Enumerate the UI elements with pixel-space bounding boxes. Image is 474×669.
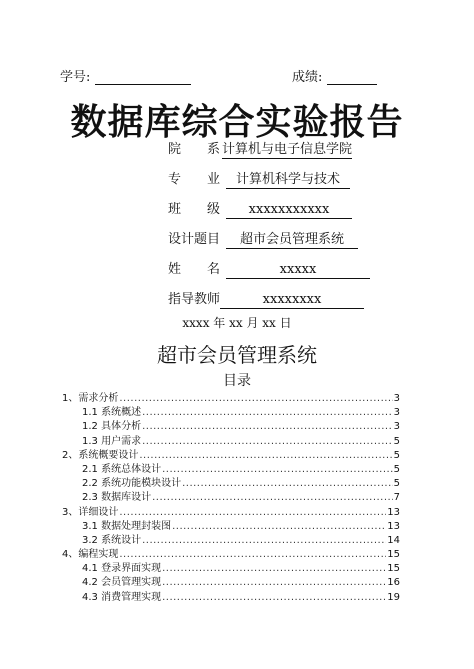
score-label: 成绩:	[292, 70, 323, 85]
toc-leader-dots	[142, 420, 393, 434]
report-date: xxxx 年 xx 月 xx 日	[182, 316, 292, 330]
toc-entry-page: 14	[387, 534, 400, 546]
toc-entry-text: 4.2 会员管理实现	[82, 577, 162, 589]
toc-entry-page: 13	[387, 520, 400, 532]
toc-entry-text: 2.2 系统功能模块设计	[82, 478, 182, 490]
student-id-blank	[95, 70, 191, 85]
toc-leader-dots	[162, 576, 386, 590]
toc-entry-page: 5	[393, 478, 400, 490]
toc-leader-dots	[119, 548, 386, 562]
toc-leader-dots	[172, 520, 386, 534]
toc-entry-text: 2、系统概要设计	[62, 449, 139, 461]
info-row-department	[168, 140, 408, 170]
info-row-class	[168, 200, 408, 230]
score-field	[292, 66, 377, 85]
toc-leader-dots	[152, 491, 393, 505]
toc-leader-dots	[142, 406, 393, 420]
info-label: 院 系	[168, 142, 221, 157]
toc-leader-dots	[182, 477, 393, 491]
info-label: 姓 名	[168, 262, 221, 277]
info-row-major	[168, 170, 408, 200]
student-id-label: 学号:	[60, 70, 91, 85]
toc-entry-page: 5	[393, 435, 400, 447]
toc-entry[interactable]	[62, 534, 400, 548]
toc-entry-text: 1.3 用户需求	[82, 435, 142, 447]
toc-entry-text: 3.1 数据处理封装图	[82, 520, 172, 532]
info-value: xxxxxxxx	[220, 290, 364, 309]
toc-entry-text: 2.3 数据库设计	[82, 492, 152, 504]
toc-entry[interactable]	[62, 548, 400, 562]
toc-entry-text: 1.2 具体分析	[82, 421, 142, 433]
toc-entry[interactable]	[62, 506, 400, 520]
toc-entry[interactable]	[62, 392, 400, 406]
student-id-field	[60, 66, 191, 85]
info-row-topic	[168, 230, 408, 260]
info-label: 指导教师	[168, 292, 221, 307]
toc-leader-dots	[162, 463, 393, 477]
info-value: xxxxxxxxxxx	[226, 200, 352, 219]
toc-entry[interactable]	[62, 491, 400, 505]
toc-entry-page: 19	[387, 591, 400, 603]
toc-entry[interactable]	[62, 576, 400, 590]
score-blank	[327, 70, 377, 85]
info-label: 设计题目	[168, 232, 221, 247]
toc-entry-page: 5	[393, 463, 400, 475]
toc-entry-page: 15	[387, 563, 400, 575]
toc-leader-dots	[142, 534, 386, 548]
toc-leader-dots	[142, 435, 393, 449]
table-of-contents	[62, 392, 400, 605]
toc-entry-page: 13	[387, 506, 400, 518]
info-value: 计算机与电子信息学院	[222, 142, 353, 157]
toc-leader-dots	[119, 392, 392, 406]
toc-entry-page: 16	[387, 577, 400, 589]
toc-entry-text: 3、详细设计	[62, 506, 119, 518]
toc-entry[interactable]	[62, 420, 400, 434]
toc-entry-text: 4.3 消费管理实现	[82, 591, 162, 603]
report-subtitle: 超市会员管理系统	[157, 343, 317, 367]
report-title: 数据库综合实验报告	[70, 102, 404, 143]
info-value: 超市会员管理系统	[226, 230, 358, 249]
toc-leader-dots	[119, 506, 386, 520]
toc-entry-page: 3	[393, 407, 400, 419]
info-label: 专 业	[168, 172, 221, 187]
info-label: 班 级	[168, 202, 221, 217]
header-line	[60, 66, 390, 88]
toc-entry-text: 4.1 登录界面实现	[82, 563, 162, 575]
toc-leader-dots	[162, 591, 386, 605]
toc-entry[interactable]	[62, 406, 400, 420]
toc-entry[interactable]	[62, 520, 400, 534]
toc-entry-page: 15	[387, 549, 400, 561]
toc-entry-text: 1、需求分析	[62, 393, 119, 404]
toc-entry[interactable]	[62, 449, 400, 463]
toc-entry-text: 1.1 系统概述	[82, 407, 142, 419]
toc-entry[interactable]	[62, 477, 400, 491]
toc-entry-page: 5	[393, 449, 400, 461]
toc-entry[interactable]	[62, 562, 400, 576]
info-row-name	[168, 260, 408, 290]
toc-entry-page: 7	[393, 492, 400, 504]
toc-entry[interactable]	[62, 591, 400, 605]
toc-entry-page: 3	[393, 393, 400, 404]
info-value: xxxxx	[226, 260, 370, 279]
toc-entry-text: 3.2 系统设计	[82, 534, 142, 546]
toc-entry[interactable]	[62, 463, 400, 477]
toc-leader-dots	[162, 562, 386, 576]
toc-entry-text: 2.1 系统总体设计	[82, 463, 162, 475]
toc-leader-dots	[139, 449, 392, 463]
info-table	[168, 140, 408, 320]
info-value: 计算机科学与技术	[226, 170, 350, 189]
toc-entry[interactable]	[62, 435, 400, 449]
toc-entry-text: 4、编程实现	[62, 549, 119, 561]
toc-entry-page: 3	[393, 421, 400, 433]
toc-heading: 目录	[223, 373, 251, 389]
